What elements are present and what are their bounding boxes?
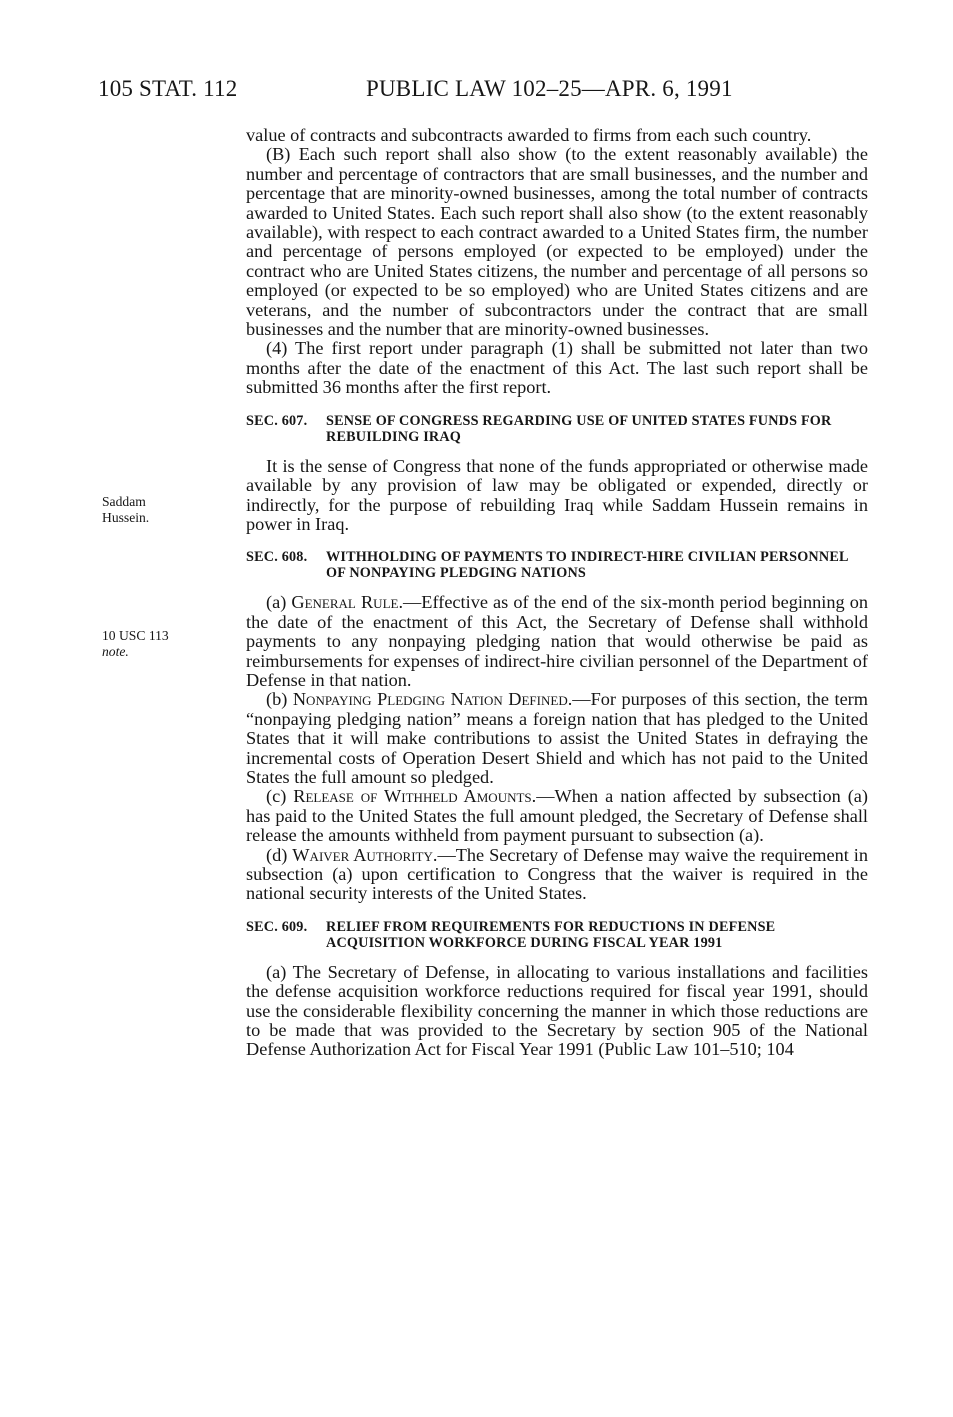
section-607-heading xyxy=(246,413,868,445)
subsection-a xyxy=(246,593,868,690)
main-text-column xyxy=(246,126,868,1060)
subsection-label: (a) xyxy=(266,592,292,613)
subsection-text: .—When a nation affected by subsection (a) has paid to the United States the full amount pledged, the Secretary of Defense shall release the amounts withheld from payment pursuant to subsection (a). xyxy=(246,786,868,846)
subsection-heading: Release of Withheld Amounts xyxy=(293,786,532,807)
stat-page-number: 105 STAT. 112 xyxy=(98,76,238,101)
page-header xyxy=(98,76,858,106)
subsection-heading: Waiver Authority xyxy=(292,844,433,865)
section-609-subsection-a: (a) The Secretary of Defense, in allocating to various installations and facilities the defense acquisition workforce reductions required for fiscal year 1991, should use the considerable flexibility concerning the manner in which those reductions are to be made that was provided to the Secretary by section 905 of the National Defense Authorization Act for Fiscal Year 1991 (Public Law 101–510; 104 xyxy=(246,961,868,1060)
subsection-label: (c) xyxy=(266,786,294,807)
section-607-text: It is the sense of Congress that none of the funds appropriated or otherwise made available by any provision of law may be obligated or expended, directly or indirectly, for the purpose of rebuilding Iraq while Saddam Hussein remains in power in Iraq. xyxy=(246,455,868,534)
subsection-d xyxy=(246,846,868,904)
margin-note-line: 10 USC 113 xyxy=(102,628,169,643)
section-number: SEC. 608. xyxy=(246,549,308,566)
section-609-heading xyxy=(246,919,868,951)
margin-note-line: Hussein. xyxy=(102,510,150,525)
subsection-heading: Nonpaying Pledging Nation Defined xyxy=(292,689,568,710)
subsection-label: (b) xyxy=(266,689,293,710)
section-number: SEC. 607. xyxy=(246,412,308,429)
paragraph-continued: value of contracts and subcontracts awarded to firms from each such country. xyxy=(246,125,812,145)
section-title: WITHHOLDING OF PAYMENTS TO INDIRECT-HIRE CIVILIAN PERSONNEL OF NONPAYING PLEDGING NATIONS xyxy=(326,549,848,582)
public-law-heading: PUBLIC LAW 102–25—APR. 6, 1991 xyxy=(366,76,733,101)
subsection-text: .—For purposes of this section, the term “nonpaying pledging nation” means a foreign nation that has pledged to the United States that it will make contributions to assist the United States in defraying the incremental costs of Operation Desert Shield and which has not paid to the United States the full amount so pledged. xyxy=(246,689,868,787)
section-number: SEC. 609. xyxy=(246,918,308,935)
paragraph-4: (4) The first report under paragraph (1) shall be submitted not later than two months after the date of the enactment of this Act. The last such report shall be submitted 36 months after the first report. xyxy=(246,338,868,398)
subsection-text: .—Effective as of the end of the six-month period beginning on the date of the enactment of this Act, the Secretary of Defense shall withhold payments to any nonpaying pledging nation that would otherwise be paid as reimbursements for expenses of indirect-hire civilian personnel of the Department of Defense in that nation. xyxy=(246,592,868,690)
subsection-heading: General Rule xyxy=(291,592,399,613)
paragraph-b: (B) Each such report shall also show (to the extent reasonably available) the number and percentage of contractors that are small businesses, and the number and percentage that are minority-owned businesses, among the total number of contracts awarded to United States. Each such report shall also show (to the extent reasonably available), with respect to each contract awarded to a United States firm, the number and percentage of persons employed (or expected to be employed) under the contract who are United States citizens, the number and percentage of all persons so employed (or expected to be so employed) who are United States citizens and are veterans, and the number of subcontractors under the contract that are small businesses and the number that are minority-owned businesses. xyxy=(246,144,868,340)
subsection-b xyxy=(246,690,868,787)
section-title: RELIEF FROM REQUIREMENTS FOR REDUCTIONS IN DEFENSE ACQUISITION WORKFORCE DURING FISCAL YEAR 1991 xyxy=(326,918,776,951)
subsection-label: (d) xyxy=(266,844,293,865)
margin-note-usc xyxy=(102,628,169,660)
section-title: SENSE OF CONGRESS REGARDING USE OF UNITED STATES FUNDS FOR REBUILDING IRAQ xyxy=(326,412,832,445)
section-608-heading xyxy=(246,549,868,581)
subsection-c xyxy=(246,787,868,845)
margin-note-saddam xyxy=(102,494,149,526)
subsection-text: .—The Secretary of Defense may waive the requirement in subsection (a) upon certification to Congress that the waiver is required in the national security interests of the United States. xyxy=(246,844,869,904)
margin-note-line: note. xyxy=(102,644,129,659)
margin-note-line: Saddam xyxy=(102,494,146,509)
